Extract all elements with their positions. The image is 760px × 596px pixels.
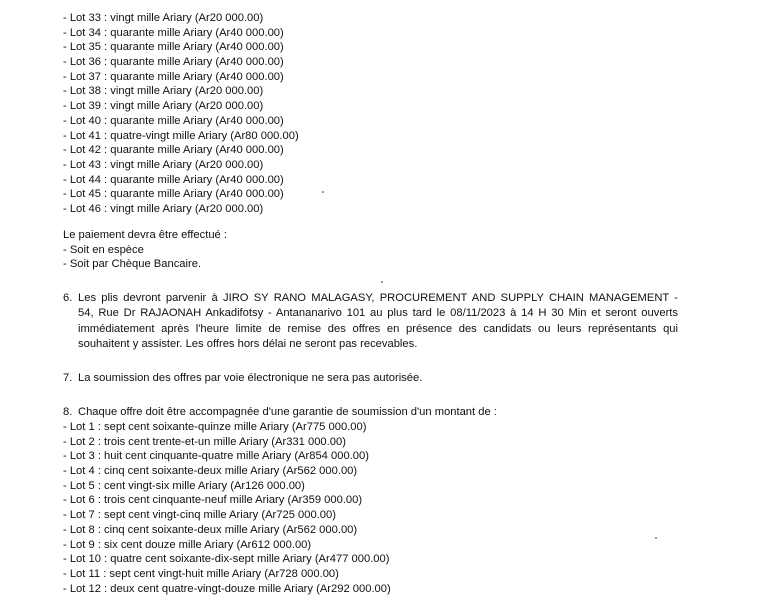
paragraph-line: 54, Rue Dr RAJAONAH Ankadifotsy - Antananarivo 101 au plus tard le 08/11/2023 à 14 H 30 Min et seront ouverts xyxy=(78,307,678,320)
list-item: - Lot 34 : quarante mille Ariary (Ar40 000.00) xyxy=(63,26,284,39)
section-7-paragraph xyxy=(63,371,678,386)
list-item: - Lot 3 : huit cent cinquante-quatre mille Ariary (Ar854 000.00) xyxy=(63,450,369,463)
list-item: - Lot 37 : quarante mille Ariary (Ar40 000.00) xyxy=(63,70,284,83)
section-number: 6. xyxy=(63,292,73,304)
list-item: - Lot 35 : quarante mille Ariary (Ar40 000.00) xyxy=(63,41,284,54)
list-item: - Lot 2 : trois cent trente-et-un mille Ariary (Ar331 000.00) xyxy=(63,435,346,448)
section-number: 8. xyxy=(63,406,73,418)
list-item: - Lot 39 : vingt mille Ariary (Ar20 000.00) xyxy=(63,100,264,113)
section-6-paragraph xyxy=(63,291,678,352)
payment-option: - Soit en espèce xyxy=(63,243,144,256)
list-item: - Lot 12 : deux cent quatre-vingt-douze mille Ariary (Ar292 000.00) xyxy=(63,582,391,595)
list-item: - Lot 11 : sept cent vingt-huit mille Ariary (Ar728 000.00) xyxy=(63,567,339,580)
list-item: - Lot 6 : trois cent cinquante-neuf mille Ariary (Ar359 000.00) xyxy=(63,494,363,507)
list-item: - Lot 41 : quatre-vingt mille Ariary (Ar80 000.00) xyxy=(63,129,299,142)
lot-list-part-a xyxy=(63,11,299,217)
list-item: - Lot 4 : cinq cent soixante-deux mille Ariary (Ar562 000.00) xyxy=(63,465,358,478)
paragraph-line: Les plis devront parvenir à JIRO SY RANO MALAGASY, PROCUREMENT AND SUPPLY CHAIN MANAGEMENT - xyxy=(78,292,678,304)
list-item: - Lot 10 : quatre cent soixante-dix-sept mille Ariary (Ar477 000.00) xyxy=(63,553,390,566)
list-item: - Lot 9 : six cent douze mille Ariary (Ar612 000.00) xyxy=(63,538,312,551)
payment-option: - Soit par Chèque Bancaire. xyxy=(63,258,202,271)
paragraph-line: La soumission des offres par voie électronique ne sera pas autorisée. xyxy=(78,372,423,384)
lot-list-part-b xyxy=(63,420,391,596)
payment-section xyxy=(63,228,227,272)
list-item: - Lot 45 : quarante mille Ariary (Ar40 000.00) xyxy=(63,188,284,201)
section-number: 7. xyxy=(63,372,73,384)
payment-intro: Le paiement devra être effectué : xyxy=(63,229,227,241)
list-item: - Lot 40 : quarante mille Ariary (Ar40 000.00) xyxy=(63,114,284,127)
list-item: - Lot 43 : vingt mille Ariary (Ar20 000.00) xyxy=(63,158,264,171)
list-item: - Lot 33 : vingt mille Ariary (Ar20 000.00) xyxy=(63,12,264,24)
list-item: - Lot 46 : vingt mille Ariary (Ar20 000.00) xyxy=(63,202,264,215)
list-item: - Lot 8 : cinq cent soixante-deux mille Ariary (Ar562 000.00) xyxy=(63,523,358,536)
scan-speck xyxy=(322,191,324,193)
list-item: - Lot 1 : sept cent soixante-quinze mille Ariary (Ar775 000.00) xyxy=(63,421,367,433)
scan-speck xyxy=(655,537,657,539)
scan-speck xyxy=(381,281,383,283)
paragraph-line: immédiatement après l'heure limite de remise des offres en présence des candidats ou leurs représentants qui xyxy=(78,322,678,335)
list-item: - Lot 38 : vingt mille Ariary (Ar20 000.00) xyxy=(63,85,264,98)
paragraph-line: souhaitent y assister. Les offres hors délai ne seront pas recevables. xyxy=(78,337,418,350)
list-item: - Lot 42 : quarante mille Ariary (Ar40 000.00) xyxy=(63,144,284,157)
section-8-paragraph xyxy=(63,405,678,420)
list-item: - Lot 44 : quarante mille Ariary (Ar40 000.00) xyxy=(63,173,284,186)
list-item: - Lot 5 : cent vingt-six mille Ariary (Ar126 000.00) xyxy=(63,479,305,492)
list-item: - Lot 36 : quarante mille Ariary (Ar40 000.00) xyxy=(63,56,284,69)
paragraph-line: Chaque offre doit être accompagnée d'une garantie de soumission d'un montant de : xyxy=(78,406,497,418)
list-item: - Lot 7 : sept cent vingt-cinq mille Ariary (Ar725 000.00) xyxy=(63,509,336,522)
